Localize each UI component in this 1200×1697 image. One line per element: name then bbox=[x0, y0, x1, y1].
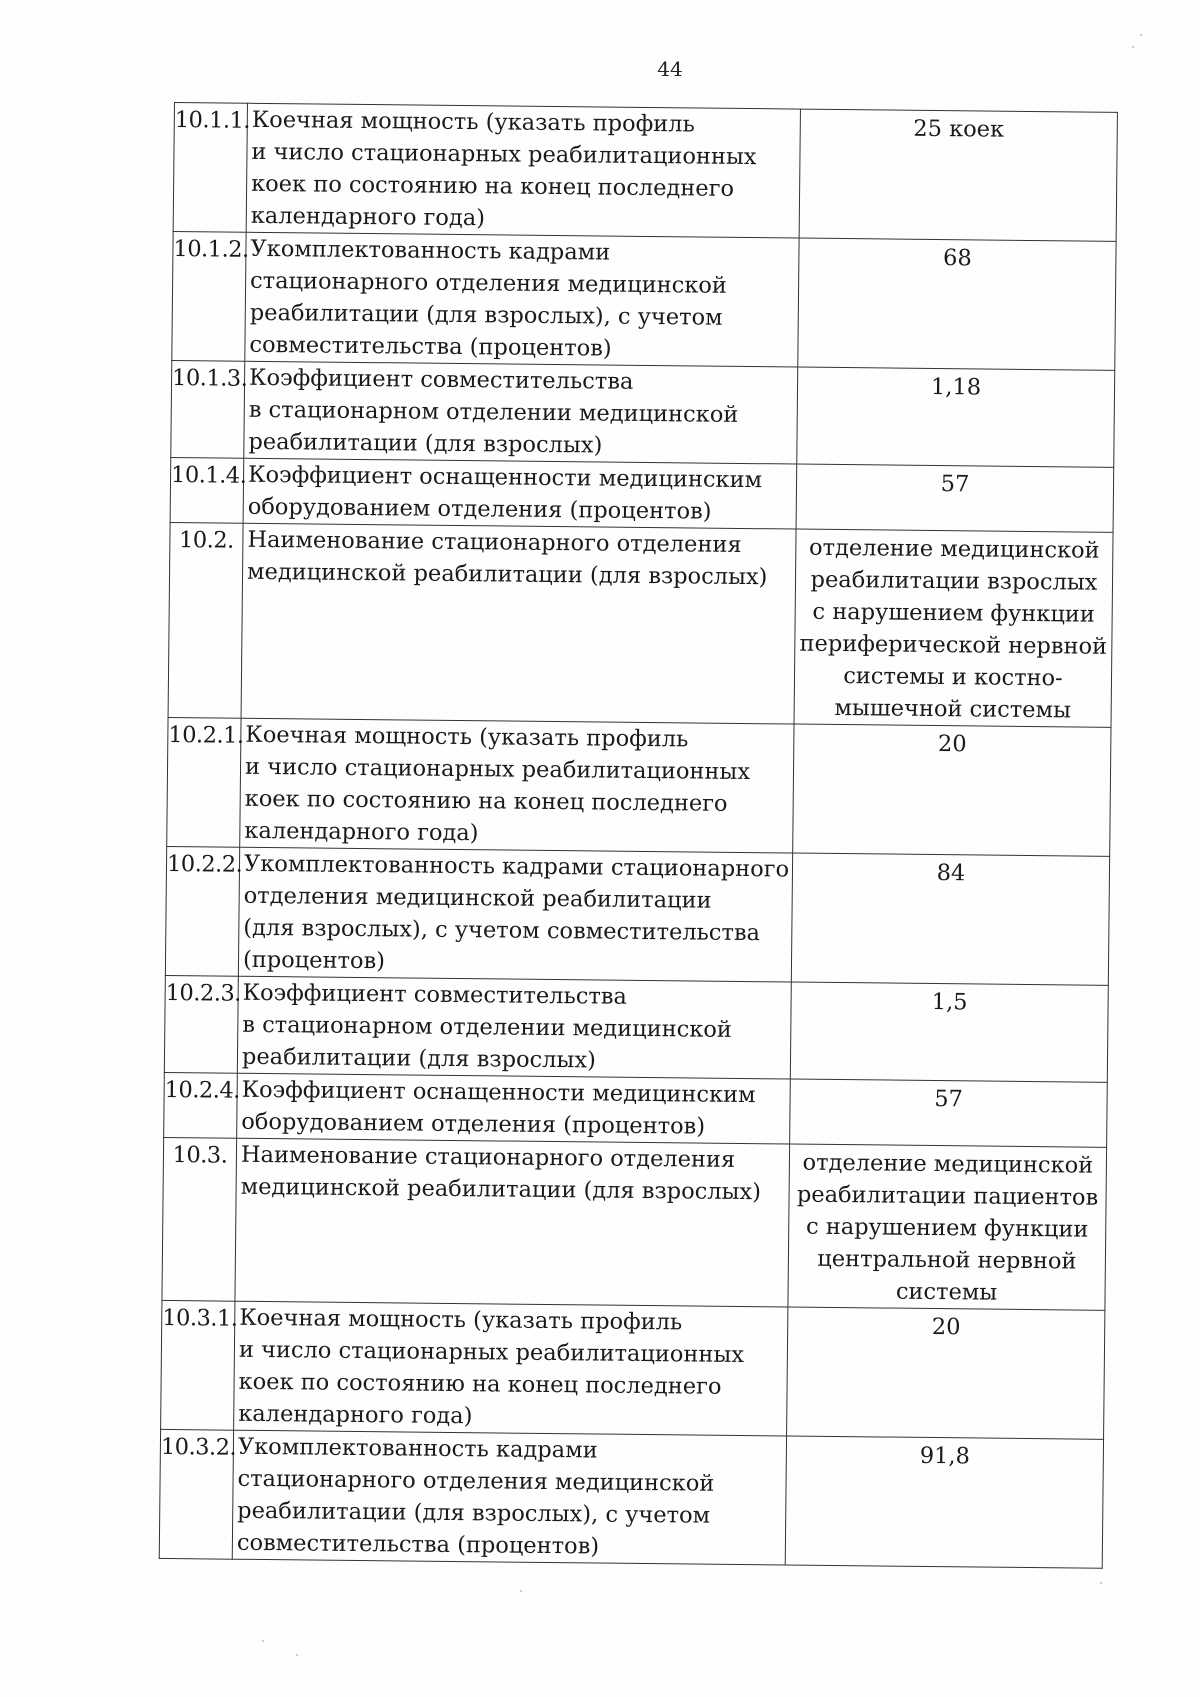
row-value: 20 bbox=[787, 1307, 1105, 1439]
row-description: Коэффициент совместительства в стационарном отделении медицинской реабилитации (для взрослых) bbox=[237, 976, 791, 1079]
table-row bbox=[168, 522, 1113, 727]
row-number: 10.1.1. bbox=[173, 103, 247, 233]
table-row bbox=[170, 457, 1114, 532]
row-number: 10.3.2. bbox=[159, 1429, 233, 1559]
table-row bbox=[161, 1300, 1105, 1439]
row-number: 10.1.3. bbox=[171, 360, 245, 458]
page-number: 44 bbox=[657, 57, 683, 81]
scan-speck bbox=[296, 1654, 298, 1656]
row-value: 1,18 bbox=[797, 367, 1115, 467]
row-description: Укомплектованность кадрами стационарного отделения медицинской реабилитации (для взрослых), с учетом совместительства (процентов) bbox=[238, 847, 792, 982]
table-row bbox=[167, 717, 1111, 856]
row-description: Наименование стационарного отделения медицинской реабилитации (для взрослых) bbox=[235, 1138, 790, 1307]
scan-speck bbox=[1140, 34, 1142, 36]
scan-speck bbox=[1100, 1582, 1102, 1584]
row-description: Укомплектованность кадрами стационарного отделения медицинской реабилитации (для взрослых), с учетом совместительства (процентов) bbox=[232, 1430, 786, 1565]
row-number: 10.2.4. bbox=[164, 1072, 238, 1138]
table-row bbox=[164, 1072, 1108, 1147]
row-description: Коэффициент оснащенности медицинским оборудованием отделения (процентов) bbox=[237, 1073, 791, 1144]
row-description: Наименование стационарного отделения медицинской реабилитации (для взрослых) bbox=[241, 523, 796, 724]
scan-speck bbox=[520, 1590, 522, 1592]
scan-speck bbox=[1132, 46, 1134, 48]
row-value: 1,5 bbox=[790, 982, 1108, 1082]
row-number: 10.3. bbox=[162, 1137, 237, 1301]
row-number: 10.2.1. bbox=[167, 717, 241, 847]
row-value: отделение медицинской реабилитации взрослых с нарушением функции периферической нервной системы и костно- мышечной системы bbox=[794, 529, 1113, 727]
row-description: Коечная мощность (указать профиль и число стационарных реабилитационных коек по состоянию на конец последнего календарного года) bbox=[240, 718, 794, 853]
row-number: 10.1.2. bbox=[172, 231, 246, 361]
row-value: 84 bbox=[791, 853, 1109, 985]
row-value: 57 bbox=[790, 1079, 1108, 1147]
row-description: Коэффициент оснащенности медицинским оборудованием отделения (процентов) bbox=[243, 458, 797, 529]
table-row bbox=[165, 846, 1109, 985]
row-description: Укомплектованность кадрами стационарного отделения медицинской реабилитации (для взрослых), с учетом совместительства (процентов) bbox=[245, 232, 799, 367]
table-row bbox=[162, 1137, 1107, 1310]
table-row bbox=[172, 231, 1116, 370]
row-value: 57 bbox=[796, 464, 1114, 532]
row-value: отделение медицинской реабилитации пациентов с нарушением функции центральной нервной системы bbox=[788, 1144, 1107, 1310]
row-number: 10.3.1. bbox=[161, 1300, 235, 1430]
row-number: 10.2. bbox=[168, 522, 243, 718]
row-number: 10.1.4. bbox=[170, 457, 244, 523]
scan-speck bbox=[262, 1640, 264, 1642]
row-value: 20 bbox=[793, 724, 1111, 856]
row-value: 91,8 bbox=[785, 1436, 1103, 1568]
table-row bbox=[171, 360, 1115, 467]
row-value: 25 коек bbox=[799, 109, 1117, 241]
table-row bbox=[173, 103, 1117, 242]
row-number: 10.2.2. bbox=[165, 846, 239, 976]
row-number: 10.2.3. bbox=[164, 975, 238, 1073]
row-value: 68 bbox=[798, 238, 1116, 370]
indicators-table bbox=[159, 102, 1118, 1569]
table-row bbox=[164, 975, 1108, 1082]
row-description: Коэффициент совместительства в стационарном отделении медицинской реабилитации (для взрослых) bbox=[244, 361, 798, 464]
row-description: Коечная мощность (указать профиль и число стационарных реабилитационных коек по состоянию на конец последнего календарного года) bbox=[234, 1301, 788, 1436]
row-description: Коечная мощность (указать профиль и число стационарных реабилитационных коек по состоянию на конец последнего календарного года) bbox=[246, 103, 800, 238]
table-row bbox=[159, 1429, 1103, 1568]
